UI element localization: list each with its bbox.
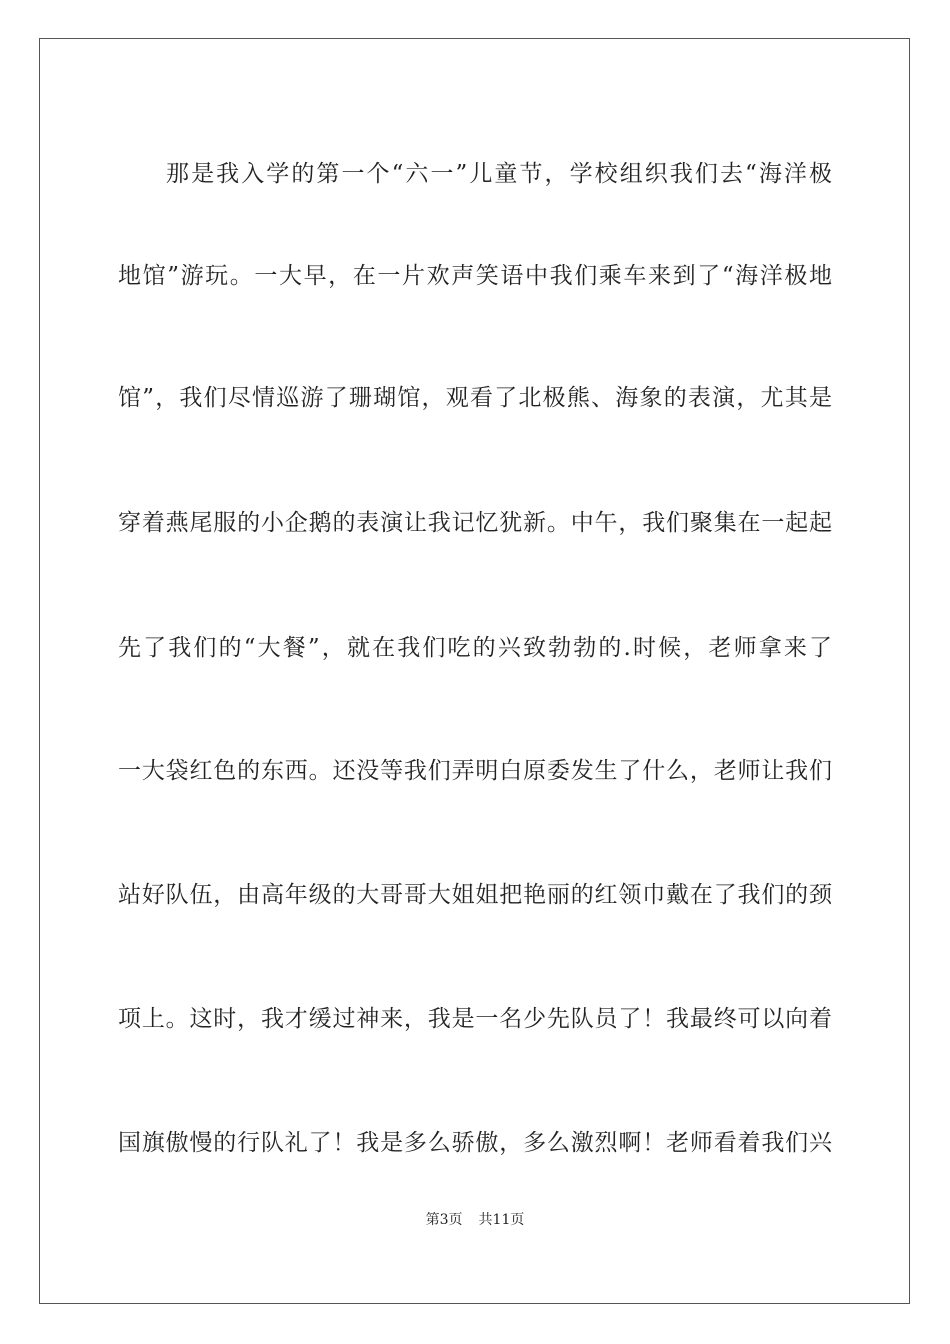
text-line: 站好队伍，由高年级的大哥哥大姐姐把艳丽的红领巾戴在了我们的颈 xyxy=(118,882,832,908)
text-line: 那是我入学的第一个“六一”儿童节，学校组织我们去“海洋极 xyxy=(166,161,832,187)
page-frame xyxy=(39,38,910,1304)
text-line: 先了我们的“大餐”，就在我们吃的兴致勃勃的.时候，老师拿来了 xyxy=(118,635,832,661)
page-number: 第3页 xyxy=(425,1212,463,1228)
text-line: 一大袋红色的东西。还没等我们弄明白原委发生了什么，老师让我们 xyxy=(118,758,832,784)
page-footer xyxy=(0,1209,950,1229)
text-line: 国旗傲慢的行队礼了！我是多么骄傲，多么激烈啊！老师看着我们兴 xyxy=(118,1130,832,1156)
text-line: 项上。这时，我才缓过神来，我是一名少先队员了！我最终可以向着 xyxy=(118,1006,832,1032)
page-total: 共11页 xyxy=(478,1212,525,1228)
text-line: 穿着燕尾服的小企鹅的表演让我记忆犹新。中午，我们聚集在一起起 xyxy=(118,510,832,536)
text-line: 地馆”游玩。一大早，在一片欢声笑语中我们乘车来到了“海洋极地 xyxy=(118,263,832,289)
text-line: 馆”，我们尽情巡游了珊瑚馆，观看了北极熊、海象的表演，尤其是 xyxy=(118,385,832,411)
